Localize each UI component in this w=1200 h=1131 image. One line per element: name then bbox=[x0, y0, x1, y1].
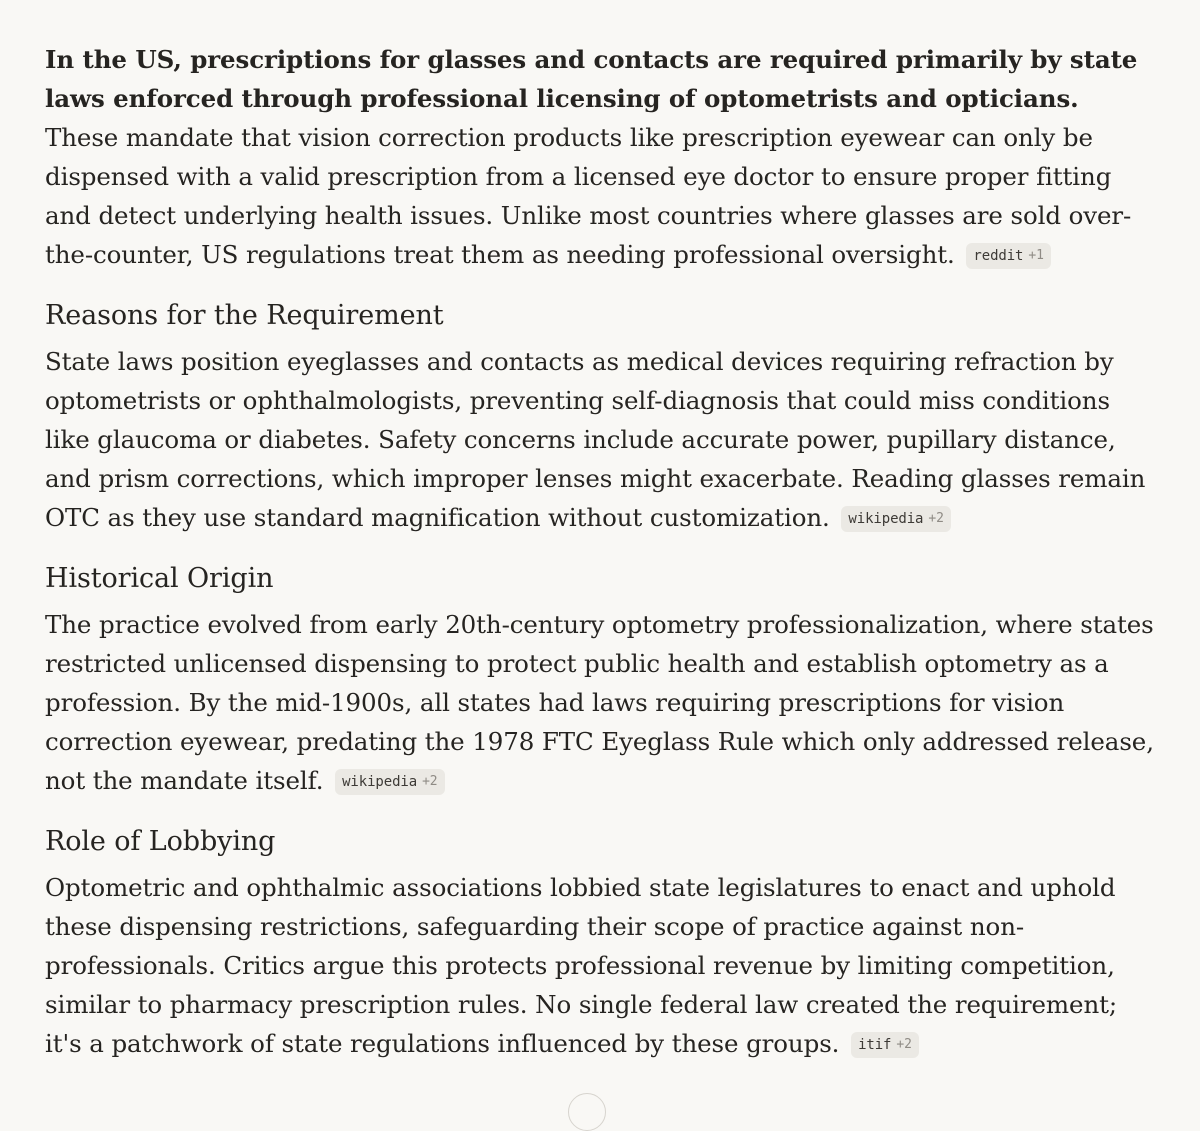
intro-bold-text: In the US, prescriptions for glasses and contacts are required primarily by state laws enforced through professional licensing of optometrists and opticians. bbox=[45, 45, 1138, 113]
section-text: State laws position eyeglasses and contacts as medical devices requiring refraction by optometrists or ophthalmologists, preventing self-diagnosis that could miss conditions like glaucoma or diabetes. Safety concerns include accurate power, pupillary distance, and prism corrections, which improper lenses might exacerbate. Reading glasses remain OTC as they use standard magnification without customization. bbox=[45, 347, 1146, 532]
citation-chip-wikipedia[interactable] bbox=[841, 506, 950, 532]
answer-content bbox=[45, 40, 1155, 1063]
citation-source: reddit bbox=[973, 248, 1024, 264]
section-paragraph-role-of-lobbying bbox=[45, 868, 1155, 1063]
citation-more-count: +2 bbox=[896, 1037, 912, 1052]
citation-chip-reddit[interactable] bbox=[966, 243, 1050, 269]
citation-chip-wikipedia[interactable] bbox=[335, 769, 444, 795]
citation-source: itif bbox=[858, 1037, 892, 1053]
intro-text: These mandate that vision correction products like prescription eyewear can only be dispensed with a valid prescription from a licensed eye doctor to ensure proper fitting and detect underlying health issues. Unlike most countries where glasses are sold over-the-counter, US regulations treat them as needing professional oversight. bbox=[45, 123, 1132, 269]
section-heading-reasons: Reasons for the Requirement bbox=[45, 300, 444, 331]
citation-source: wikipedia bbox=[342, 774, 418, 790]
citation-more-count: +2 bbox=[422, 774, 438, 789]
scroll-down-button[interactable] bbox=[568, 1093, 606, 1131]
section-heading-historical-origin: Historical Origin bbox=[45, 563, 274, 594]
section-paragraph-reasons bbox=[45, 342, 1155, 537]
section-text: The practice evolved from early 20th-century optometry professionalization, where states restricted unlicensed dispensing to protect public health and establish optometry as a profession. By the mid-1900s, all states had laws requiring prescriptions for vision correction eyewear, predating the 1978 FTC Eyeglass Rule which only addressed release, not the mandate itself. bbox=[45, 610, 1154, 795]
intro-paragraph bbox=[45, 40, 1155, 274]
section-heading-role-of-lobbying: Role of Lobbying bbox=[45, 826, 276, 857]
citation-more-count: +1 bbox=[1028, 248, 1044, 263]
section-paragraph-historical-origin bbox=[45, 605, 1155, 800]
citation-more-count: +2 bbox=[928, 511, 944, 526]
citation-chip-itif[interactable] bbox=[851, 1032, 919, 1058]
section-text: Optometric and ophthalmic associations lobbied state legislatures to enact and uphold these dispensing restrictions, safeguarding their scope of practice against non-professionals. Critics argue this protects professional revenue by limiting competition, similar to pharmacy prescription rules. No single federal law created the requirement; it's a patchwork of state regulations influenced by these groups. bbox=[45, 873, 1118, 1058]
citation-source: wikipedia bbox=[848, 511, 924, 527]
